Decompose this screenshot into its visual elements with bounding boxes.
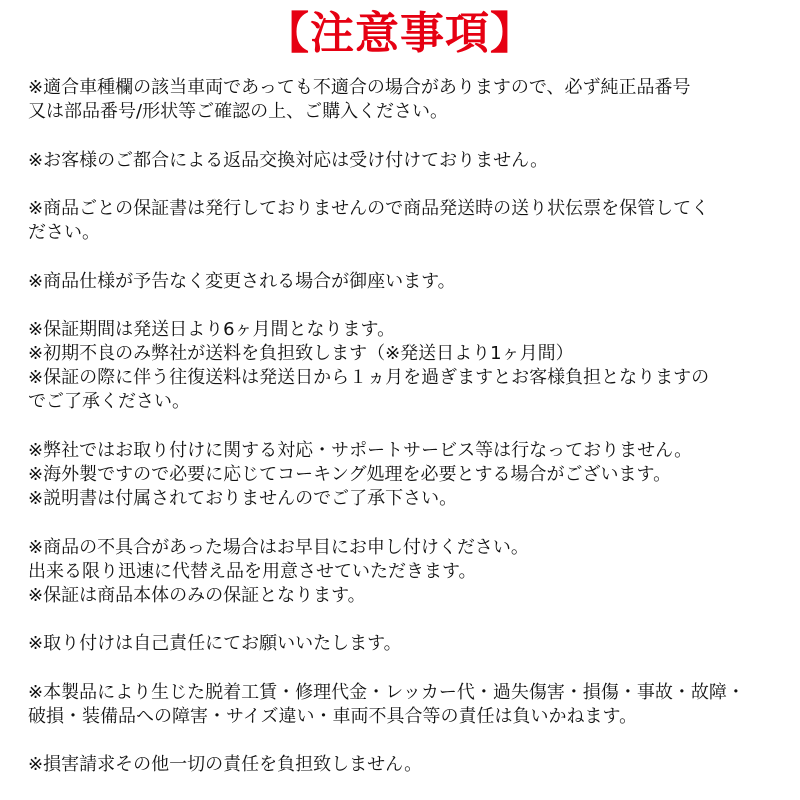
notice-line: 破損・装備品への障害・サイズ違い・車両不具合等の責任は負いかねます。 xyxy=(28,705,638,727)
notice-line: 又は部品番号/形状等ご確認の上、ご購入ください。 xyxy=(28,101,449,123)
notice-line: ※適合車種欄の該当車両であっても不適合の場合がありますので、必ず純正品番号 xyxy=(28,77,691,98)
notice-line: ※商品仕様が予告なく変更される場合が御座います。 xyxy=(28,270,456,292)
paragraph-gap xyxy=(28,124,778,148)
notice-list xyxy=(28,76,778,777)
paragraph-gap xyxy=(28,245,778,269)
notice-line: ※保証の際に伴う往復送料は発送日から１ヵ月を過ぎますとお客様負担となりますの xyxy=(28,367,710,389)
notice-line: ※初期不良のみ弊社が送料を負担致します（※発送日より1ヶ月間） xyxy=(28,343,574,365)
notice-line: ※取り付けは自己責任にてお願いいたします。 xyxy=(28,633,402,655)
notice-line: ※商品の不具合があった場合はお早目にお申し付けください。 xyxy=(28,536,529,558)
notice-paragraph xyxy=(28,439,778,512)
notice-line: ※本製品により生じた脱着工賃・修理代金・レッカー代・過失傷害・損傷・事故・故障・ xyxy=(28,681,745,703)
notice-paragraph xyxy=(28,753,778,777)
notice-paragraph xyxy=(28,318,778,415)
notice-paragraph xyxy=(28,76,778,124)
paragraph-gap xyxy=(28,294,778,318)
notice-paragraph xyxy=(28,270,778,294)
paragraph-gap xyxy=(28,415,778,439)
notice-line: ※損害請求その他一切の責任を負担致しません。 xyxy=(28,754,423,776)
paragraph-gap xyxy=(28,173,778,197)
notice-paragraph xyxy=(28,149,778,173)
notice-paragraph xyxy=(28,197,778,245)
notice-paragraph xyxy=(28,681,778,729)
notice-line: 出来る限り迅速に代替え品を用意させていただきます。 xyxy=(28,560,477,582)
notice-line: ださい。 xyxy=(28,222,100,244)
notice-paragraph xyxy=(28,536,778,609)
notice-paragraph xyxy=(28,632,778,656)
paragraph-gap xyxy=(28,511,778,535)
notice-line: ※保証期間は発送日より6ヶ月間となります。 xyxy=(28,318,396,340)
paragraph-gap xyxy=(28,608,778,632)
notice-line: でご了承ください。 xyxy=(28,391,190,413)
paragraph-gap xyxy=(28,657,778,681)
notice-line: ※お客様のご都合による返品交換対応は受け付けておりません。 xyxy=(28,149,549,171)
notice-line: ※保証は商品本体のみの保証となります。 xyxy=(28,584,366,606)
notice-line: ※海外製ですので必要に応じてコーキング処理を必要とする場合がございます。 xyxy=(28,464,672,485)
notice-line: ※弊社ではお取り付けに関する対応・サポートサービス等は行なっておりません。 xyxy=(28,439,693,461)
notice-line: ※説明書は付属されておりませんのでご了承下さい。 xyxy=(28,488,458,510)
notice-line: ※商品ごとの保証書は発行しておりませんので商品発送時の送り状伝票を保管してく xyxy=(28,197,710,219)
page-title: 【注意事項】 xyxy=(265,8,535,59)
paragraph-gap xyxy=(28,729,778,753)
